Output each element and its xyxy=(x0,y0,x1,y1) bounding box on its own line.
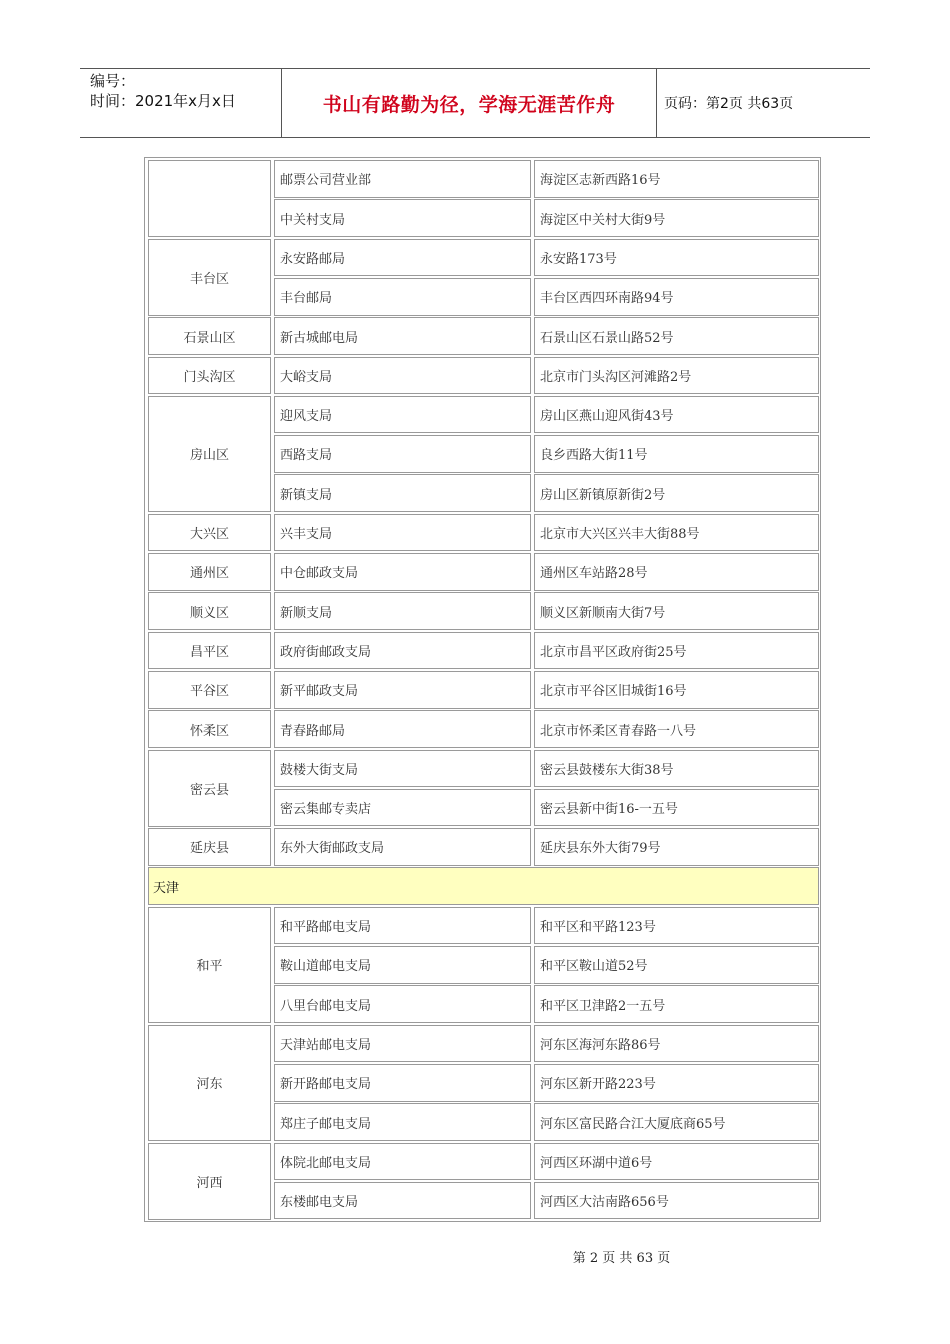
header-meta xyxy=(90,71,285,111)
office-name-cell: 郑庄子邮电支局 xyxy=(274,1103,531,1141)
office-address-cell: 和平区卫津路2一五号 xyxy=(534,985,819,1023)
header-motto: 书山有路勤为径，学海无涯苦作舟 xyxy=(322,93,616,116)
office-address-cell: 石景山区石景山路52号 xyxy=(534,317,819,355)
doc-number-label: 编号： xyxy=(90,72,136,90)
doc-date: 时间：2021年x月x日 xyxy=(90,92,236,110)
office-address-cell: 河东区海河东路86号 xyxy=(534,1025,819,1063)
district-cell: 门头沟区 xyxy=(148,357,271,395)
office-name-cell: 永安路邮局 xyxy=(274,239,531,277)
office-name-cell: 中关村支局 xyxy=(274,199,531,237)
office-address-cell: 永安路173号 xyxy=(534,239,819,277)
office-name-cell: 新平邮政支局 xyxy=(274,671,531,709)
office-name-cell: 天津站邮电支局 xyxy=(274,1025,531,1063)
district-cell: 通州区 xyxy=(148,553,271,591)
office-address-cell: 北京市怀柔区青春路一八号 xyxy=(534,710,819,748)
office-address-cell: 和平区和平路123号 xyxy=(534,907,819,945)
office-address-cell: 良乡西路大街11号 xyxy=(534,435,819,473)
district-cell xyxy=(148,160,271,237)
office-name-cell: 大峪支局 xyxy=(274,357,531,395)
office-address-cell: 房山区新镇原新街2号 xyxy=(534,474,819,512)
office-name-cell: 东楼邮电支局 xyxy=(274,1182,531,1220)
office-address-cell: 海淀区中关村大街9号 xyxy=(534,199,819,237)
office-name-cell: 鼓楼大街支局 xyxy=(274,750,531,788)
district-cell: 和平 xyxy=(148,907,271,1023)
office-name-cell: 西路支局 xyxy=(274,435,531,473)
office-address-cell: 北京市大兴区兴丰大街88号 xyxy=(534,514,819,552)
district-cell: 房山区 xyxy=(148,396,271,512)
district-cell: 河东 xyxy=(148,1025,271,1141)
office-name-cell: 兴丰支局 xyxy=(274,514,531,552)
office-address-cell: 北京市昌平区政府街25号 xyxy=(534,632,819,670)
office-address-cell: 河西区大沽南路656号 xyxy=(534,1182,819,1220)
office-address-cell: 顺义区新顺南大街7号 xyxy=(534,592,819,630)
district-cell: 昌平区 xyxy=(148,632,271,670)
office-address-cell: 北京市门头沟区河滩路2号 xyxy=(534,357,819,395)
district-cell: 丰台区 xyxy=(148,239,271,316)
office-name-cell: 中仓邮政支局 xyxy=(274,553,531,591)
post-office-table xyxy=(144,157,821,1222)
office-name-cell: 东外大街邮政支局 xyxy=(274,828,531,866)
page-header xyxy=(80,68,870,138)
office-name-cell: 新顺支局 xyxy=(274,592,531,630)
district-cell: 大兴区 xyxy=(148,514,271,552)
office-address-cell: 海淀区志新西路16号 xyxy=(534,160,819,198)
office-name-cell: 迎风支局 xyxy=(274,396,531,434)
office-address-cell: 丰台区西四环南路94号 xyxy=(534,278,819,316)
office-name-cell: 鞍山道邮电支局 xyxy=(274,946,531,984)
office-name-cell: 邮票公司营业部 xyxy=(274,160,531,198)
office-name-cell: 新镇支局 xyxy=(274,474,531,512)
office-address-cell: 密云县新中街16-一五号 xyxy=(534,789,819,827)
district-cell: 河西 xyxy=(148,1143,271,1220)
office-address-cell: 北京市平谷区旧城街16号 xyxy=(534,671,819,709)
office-address-cell: 通州区车站路28号 xyxy=(534,553,819,591)
office-name-cell: 新开路邮电支局 xyxy=(274,1064,531,1102)
district-cell: 延庆县 xyxy=(148,828,271,866)
header-divider xyxy=(656,69,657,137)
office-name-cell: 新古城邮电局 xyxy=(274,317,531,355)
office-address-cell: 河西区环湖中道6号 xyxy=(534,1143,819,1181)
office-address-cell: 和平区鞍山道52号 xyxy=(534,946,819,984)
office-name-cell: 青春路邮局 xyxy=(274,710,531,748)
office-address-cell: 延庆县东外大街79号 xyxy=(534,828,819,866)
header-page-info: 页码：第2页 共63页 xyxy=(664,96,794,112)
office-address-cell: 河东区新开路223号 xyxy=(534,1064,819,1102)
district-cell: 顺义区 xyxy=(148,592,271,630)
office-name-cell: 八里台邮电支局 xyxy=(274,985,531,1023)
office-address-cell: 河东区富民路合江大厦底商65号 xyxy=(534,1103,819,1141)
district-cell: 怀柔区 xyxy=(148,710,271,748)
region-header-row: 天津 xyxy=(148,867,819,905)
district-cell: 平谷区 xyxy=(148,671,271,709)
office-name-cell: 和平路邮电支局 xyxy=(274,907,531,945)
office-name-cell: 体院北邮电支局 xyxy=(274,1143,531,1181)
office-address-cell: 房山区燕山迎风街43号 xyxy=(534,396,819,434)
footer-page-number: 第 2 页 共 63 页 xyxy=(572,1251,671,1266)
district-cell: 石景山区 xyxy=(148,317,271,355)
office-name-cell: 丰台邮局 xyxy=(274,278,531,316)
office-name-cell: 密云集邮专卖店 xyxy=(274,789,531,827)
office-name-cell: 政府街邮政支局 xyxy=(274,632,531,670)
office-address-cell: 密云县鼓楼东大街38号 xyxy=(534,750,819,788)
district-cell: 密云县 xyxy=(148,750,271,827)
page-footer xyxy=(0,1247,950,1266)
